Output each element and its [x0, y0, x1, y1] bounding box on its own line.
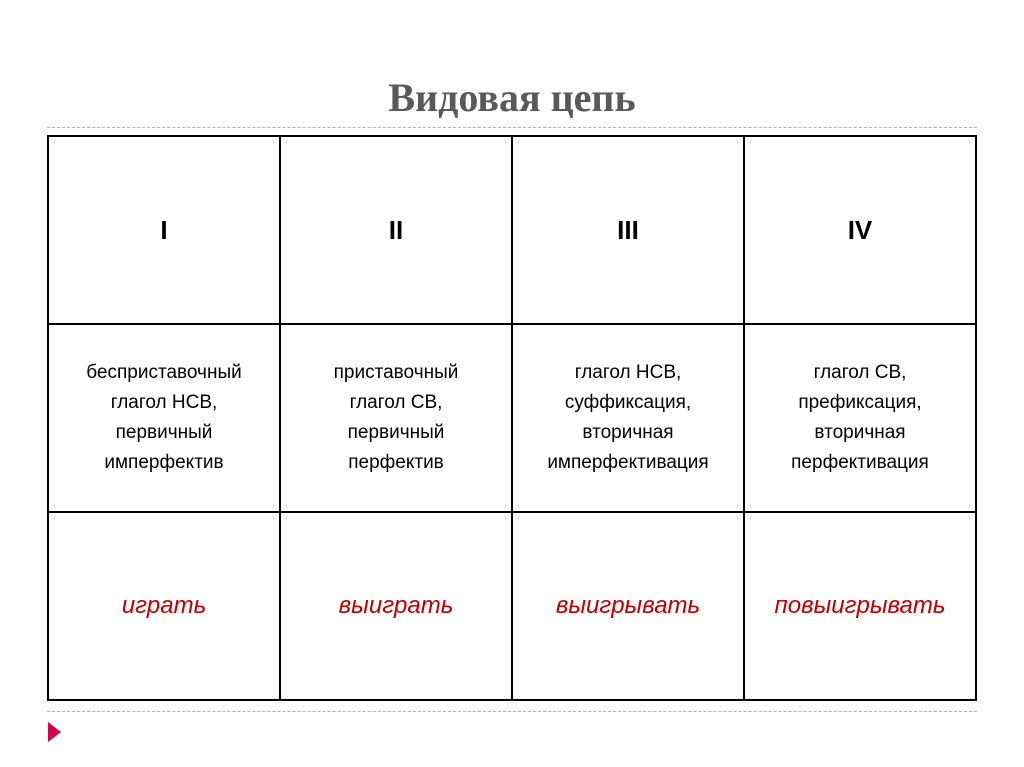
- table-description-row: [48, 324, 976, 512]
- description-line: имперфектив: [104, 452, 224, 473]
- description-line: суффиксация,: [564, 392, 692, 413]
- description-cell-4: [744, 324, 976, 512]
- bottom-divider: [47, 711, 977, 712]
- example-cell-1: [48, 512, 280, 700]
- description-line: имперфективация: [547, 452, 709, 473]
- description-cell-2: [280, 324, 512, 512]
- description-line: первичный: [347, 422, 445, 443]
- header-cell-2: II: [280, 136, 512, 324]
- description-line: приставочный: [333, 362, 459, 383]
- header-cell-4: IV: [744, 136, 976, 324]
- example-verb: выигрывать: [555, 592, 701, 619]
- slide-marker-icon: [48, 722, 61, 742]
- description-line: вторичная: [582, 422, 674, 443]
- description-cell-3: [512, 324, 744, 512]
- header-cell-3: III: [512, 136, 744, 324]
- top-divider: [47, 127, 977, 128]
- description-line: глагол НСВ,: [110, 392, 218, 413]
- header-cell-1: I: [48, 136, 280, 324]
- example-verb: играть: [121, 592, 207, 619]
- table-header-row: [48, 136, 976, 324]
- description-line: префиксация,: [798, 392, 922, 413]
- table-example-row: [48, 512, 976, 700]
- description-line: глагол СВ,: [813, 362, 907, 383]
- description-line: вторичная: [814, 422, 906, 443]
- example-cell-2: [280, 512, 512, 700]
- aspect-chain-table: [47, 135, 977, 701]
- description-cell-1: [48, 324, 280, 512]
- description-line: глагол СВ,: [349, 392, 443, 413]
- example-cell-4: [744, 512, 976, 700]
- description-line: перфективация: [791, 452, 929, 473]
- description-line: глагол НСВ,: [574, 362, 682, 383]
- description-line: бесприставочный: [86, 362, 242, 383]
- example-cell-3: [512, 512, 744, 700]
- slide-title: Видовая цепь: [388, 75, 636, 120]
- description-line: перфектив: [348, 452, 444, 473]
- example-verb: выиграть: [338, 592, 454, 619]
- example-verb: повыигрывать: [774, 592, 946, 619]
- description-line: первичный: [115, 422, 213, 443]
